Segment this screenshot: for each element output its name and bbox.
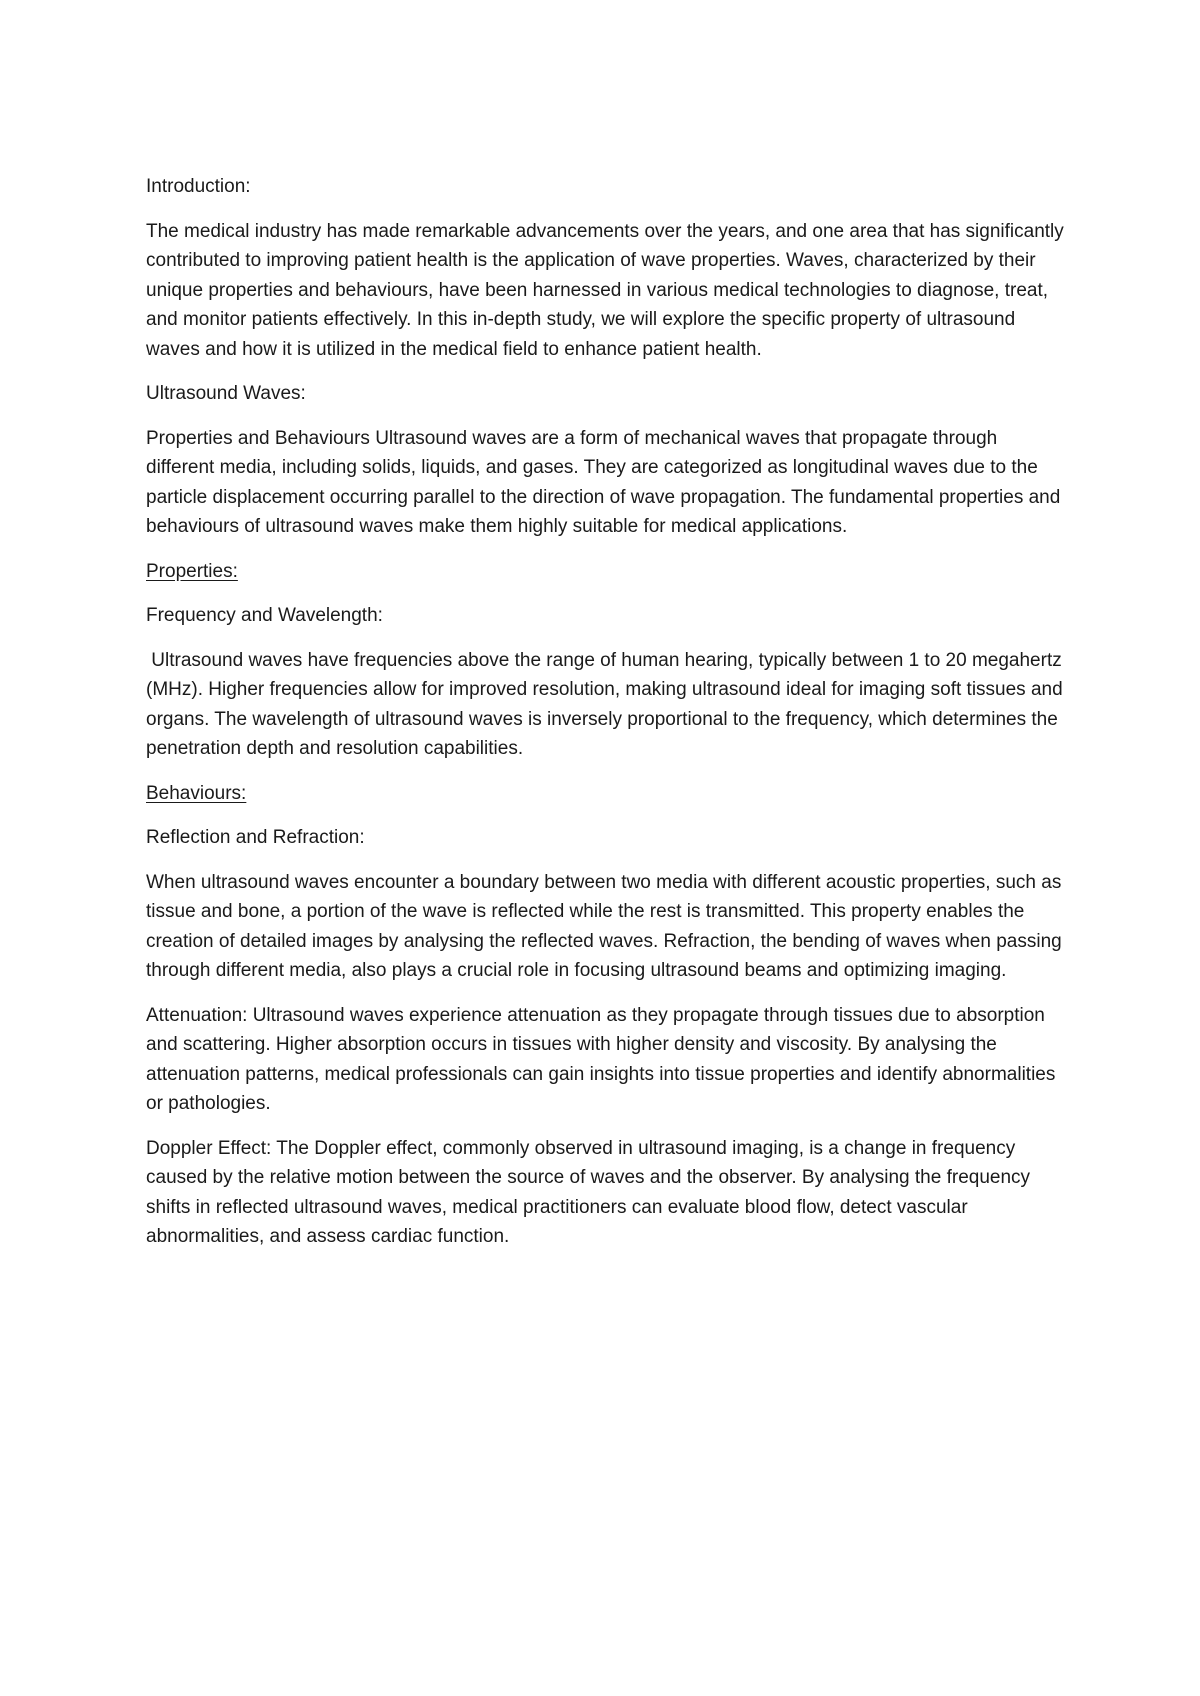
intro-paragraph: The medical industry has made remarkable advancements over the years, and one area that has significantly contributed to improving patient health is the application of wave properties. Waves, characterized by their unique properties and behaviours, have been harnessed in various medical technologies to diagnose, treat, and monitor patients effectively. In this in-depth study, we will explore the specific property of ultrasound waves and how it is utilized in the medical field to enhance patient health. [146, 220, 1064, 360]
intro-heading: Introduction: [146, 176, 251, 197]
ultrasound-paragraph: Properties and Behaviours Ultrasound waves are a form of mechanical waves that propagate through different media, including solids, liquids, and gases. They are categorized as longitudinal waves due to the particle displacement occurring parallel to the direction of wave propagation. The fundamental properties and behaviours of ultrasound waves make them highly suitable for medical applications. [146, 427, 1061, 537]
properties-heading-text: Properties: [146, 560, 238, 582]
ultrasound-heading: Ultrasound Waves: [146, 383, 306, 404]
frequency-heading: Frequency and Wavelength: [146, 605, 383, 626]
reflection-paragraph: When ultrasound waves encounter a boundary between two media with different acoustic properties, such as tissue and bone, a portion of the wave is reflected while the rest is transmitted. This property enables the creation of detailed images by analysing the reflected waves. Refraction, the bending of waves when passing through different media, also plays a crucial role in focusing ultrasound beams and optimizing imaging. [146, 871, 1062, 981]
attenuation-paragraph: Attenuation: Ultrasound waves experience attenuation as they propagate through tissues due to absorption and scattering. Higher absorption occurs in tissues with higher density and viscosity. By analysing the attenuation patterns, medical professionals can gain insights into tissue properties and identify abnormalities or pathologies. [146, 1004, 1056, 1114]
doppler-paragraph: Doppler Effect: The Doppler effect, commonly observed in ultrasound imaging, is a change in frequency caused by the relative motion between the source of waves and the observer. By analysing the frequency shifts in reflected ultrasound waves, medical practitioners can evaluate blood flow, detect vascular abnormalities, and assess cardiac function. [146, 1137, 1031, 1247]
document-page [146, 172, 1066, 1267]
behaviours-heading-text: Behaviours: [146, 782, 247, 804]
reflection-heading: Reflection and Refraction: [146, 827, 365, 848]
frequency-paragraph: Ultrasound waves have frequencies above the range of human hearing, typically between 1 to 20 megahertz (MHz). Higher frequencies allow for improved resolution, making ultrasound ideal for imaging soft tissues and organs. The wavelength of ultrasound waves is inversely proportional to the frequency, which determines the penetration depth and resolution capabilities. [146, 649, 1068, 759]
properties-heading [146, 557, 1066, 587]
behaviours-heading [146, 779, 1066, 809]
